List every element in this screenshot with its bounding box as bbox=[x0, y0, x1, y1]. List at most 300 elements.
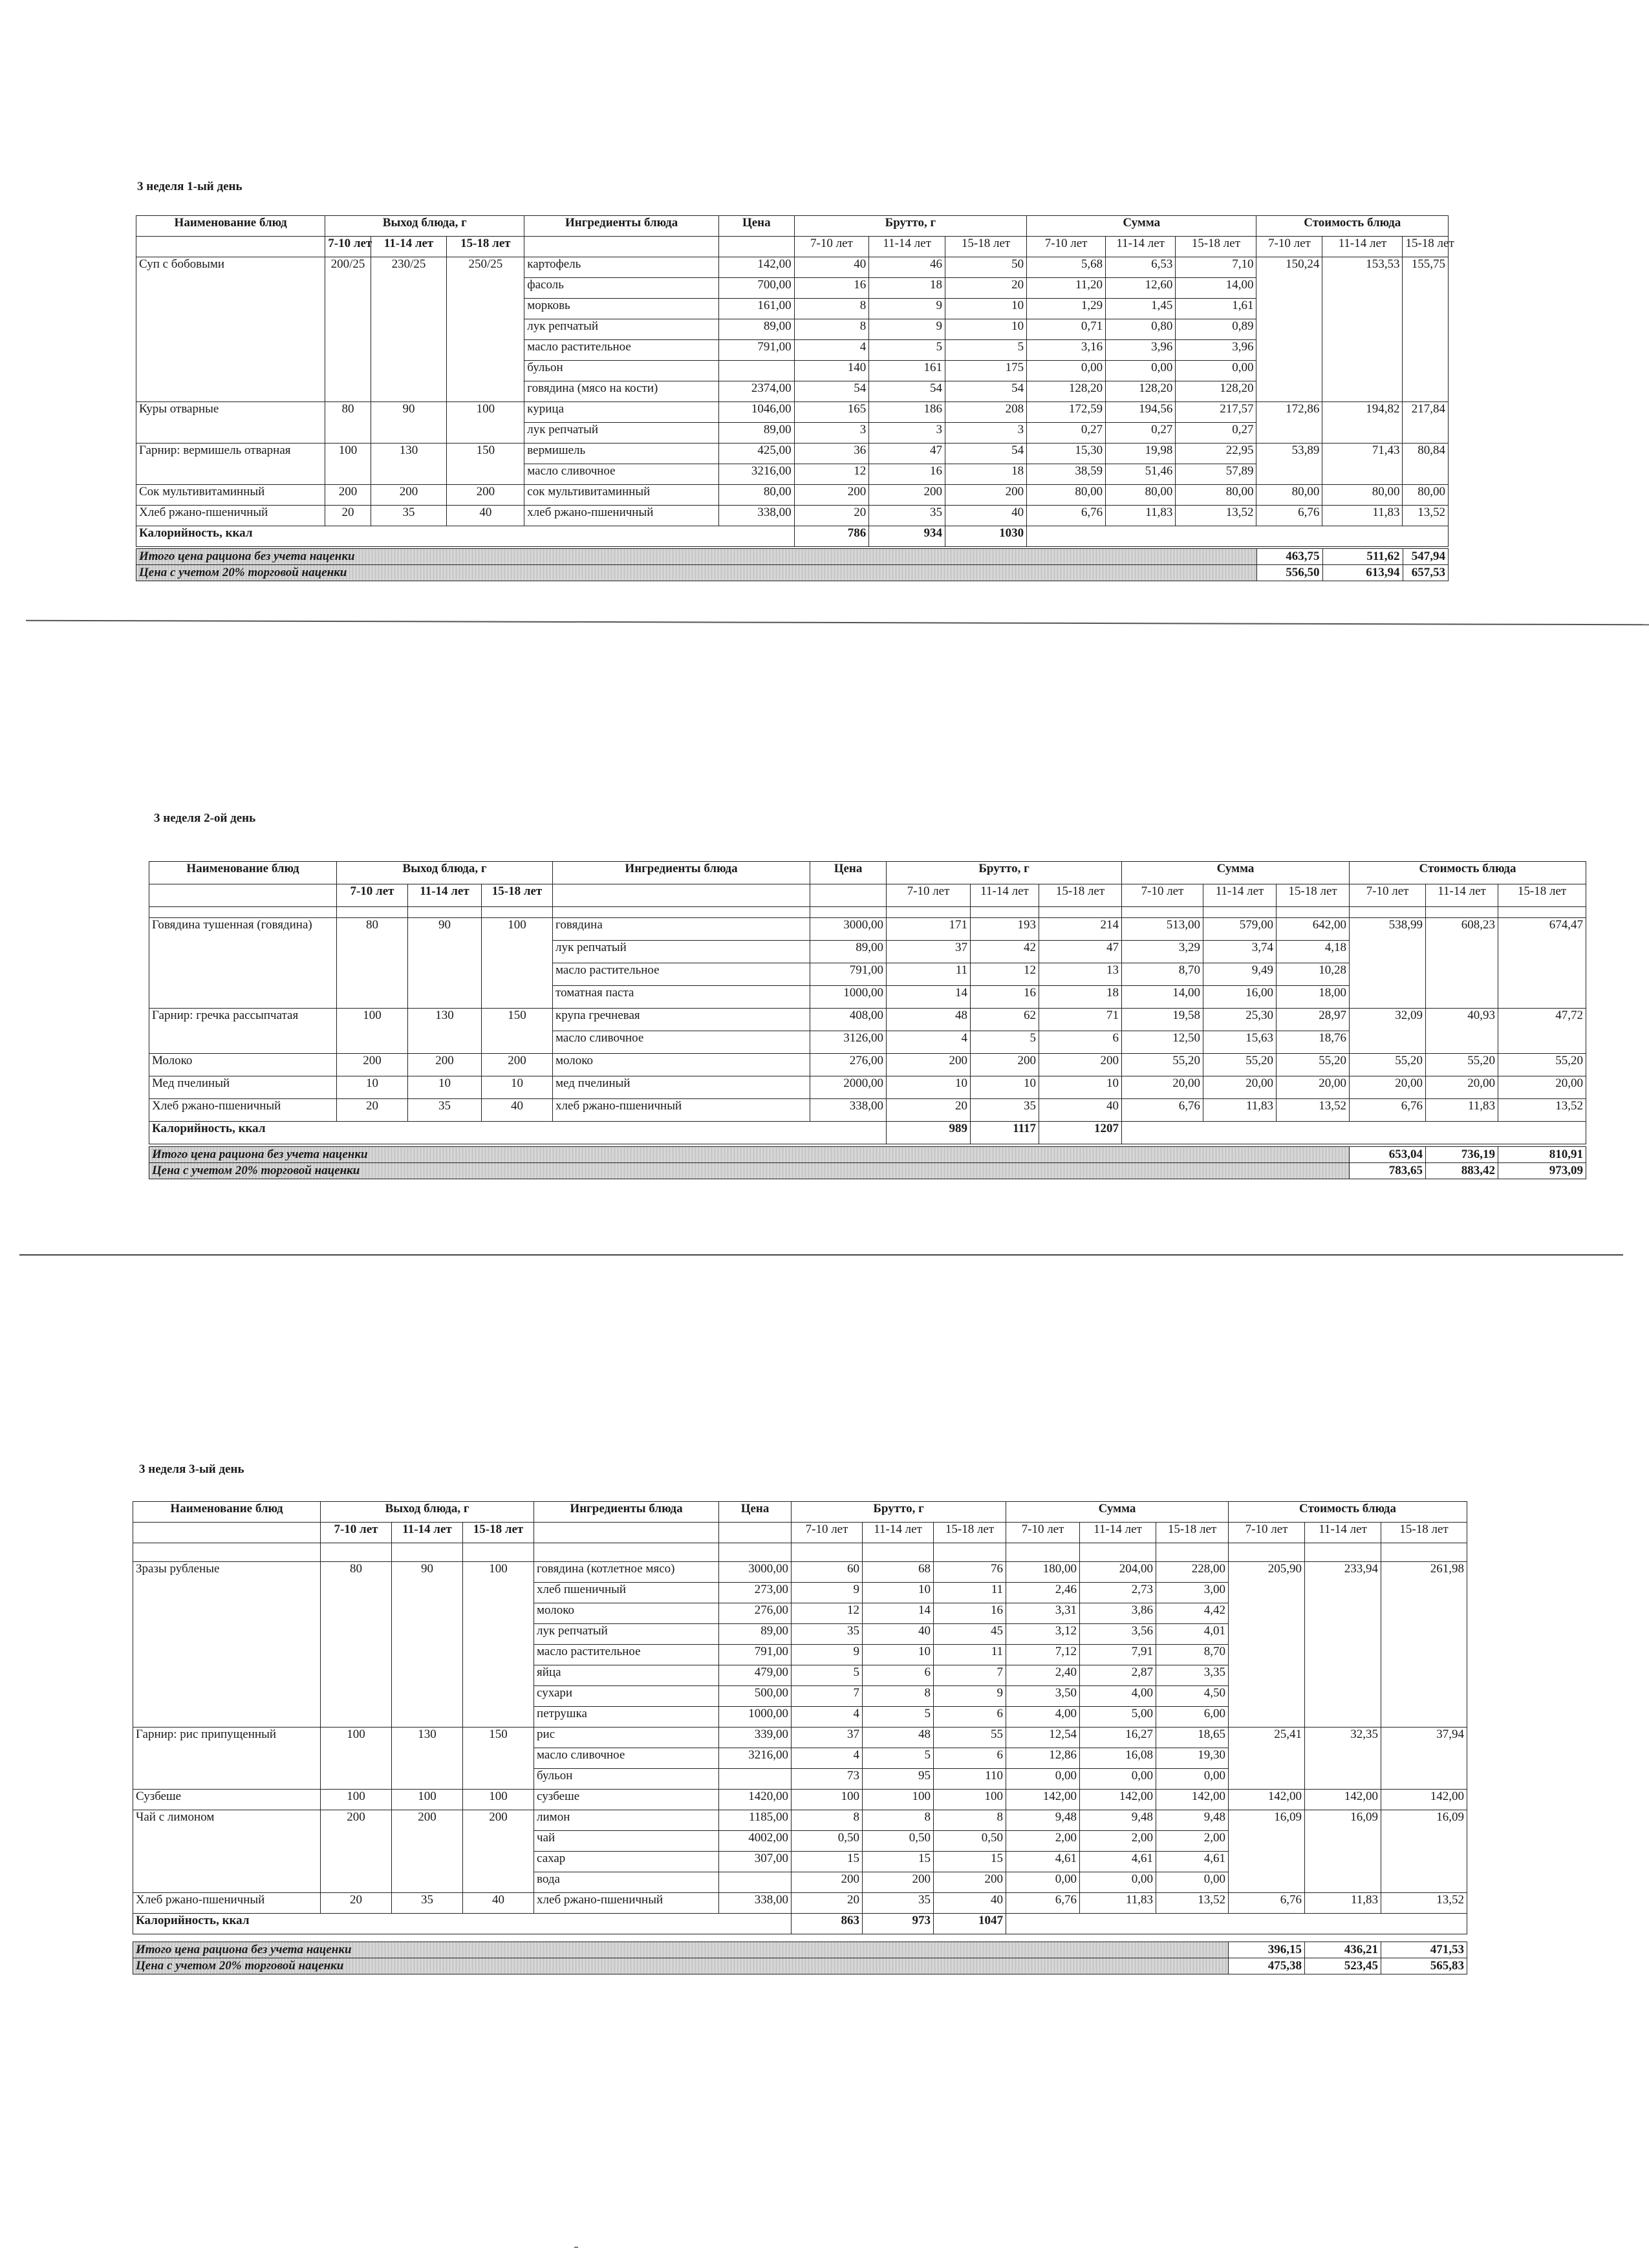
ingredient-sum: 9,48 bbox=[1006, 1810, 1080, 1831]
dish-cost: 155,75 bbox=[1403, 257, 1449, 402]
ingredient-brutto: 8 bbox=[792, 1810, 863, 1831]
ingredient-row bbox=[133, 1728, 1467, 1748]
ingredient-brutto: 40 bbox=[794, 257, 869, 278]
ingredient-sum: 0,00 bbox=[1156, 1872, 1229, 1893]
dish-cost: 13,52 bbox=[1403, 506, 1449, 526]
calories-label: Калорийность, ккал bbox=[136, 526, 795, 547]
col-header-sum: Сумма bbox=[1027, 216, 1256, 237]
header-blank bbox=[934, 1543, 1006, 1562]
ingredient-brutto: 6 bbox=[934, 1748, 1006, 1769]
age-header: 11-14 лет bbox=[408, 884, 482, 907]
ingredient-price: 276,00 bbox=[810, 1054, 887, 1076]
age-header: 15-18 лет bbox=[1498, 884, 1586, 907]
ingredient-sum: 142,00 bbox=[1156, 1790, 1229, 1810]
dish-cost: 142,00 bbox=[1229, 1790, 1305, 1810]
ingredient-row bbox=[133, 1893, 1467, 1914]
ingredient-brutto: 214 bbox=[1039, 918, 1122, 941]
col-header-cost: Стоимость блюда bbox=[1350, 862, 1586, 884]
dish-cost: 25,41 bbox=[1229, 1728, 1305, 1790]
ingredient-brutto: 6 bbox=[934, 1707, 1006, 1728]
ingredient-brutto: 10 bbox=[863, 1583, 934, 1603]
ingredient-sum: 9,49 bbox=[1203, 963, 1277, 986]
ingredient-name: хлеб ржано-пшеничный bbox=[524, 506, 719, 526]
ingredient-sum: 128,20 bbox=[1176, 381, 1256, 402]
total-row-label: Итого цена рациона без учета наценки bbox=[136, 549, 1257, 565]
ingredient-price: 307,00 bbox=[719, 1852, 792, 1872]
age-header: 11-14 лет bbox=[1305, 1523, 1381, 1543]
markup-row-value: 657,53 bbox=[1403, 565, 1448, 581]
ingredient-sum: 11,20 bbox=[1027, 278, 1106, 299]
ingredient-sum: 0,27 bbox=[1176, 423, 1256, 444]
ingredient-brutto: 161 bbox=[869, 361, 945, 381]
ingredient-brutto: 7 bbox=[792, 1686, 863, 1707]
markup-row bbox=[136, 565, 1449, 581]
header-blank bbox=[149, 907, 337, 918]
ingredient-row bbox=[136, 444, 1449, 464]
ingredient-sum: 57,89 bbox=[1176, 464, 1256, 485]
ingredient-brutto: 7 bbox=[934, 1665, 1006, 1686]
ingredient-sum: 0,71 bbox=[1027, 319, 1106, 340]
ingredient-brutto: 100 bbox=[934, 1790, 1006, 1810]
ingredient-sum: 80,00 bbox=[1106, 485, 1176, 506]
age-header: 7-10 лет bbox=[1027, 237, 1106, 257]
ingredient-sum: 18,00 bbox=[1277, 986, 1350, 1009]
ingredient-sum: 10,28 bbox=[1277, 963, 1350, 986]
ingredient-brutto: 20 bbox=[792, 1893, 863, 1914]
dish-cost: 194,82 bbox=[1322, 402, 1403, 444]
ingredient-brutto: 60 bbox=[792, 1562, 863, 1583]
ingredient-sum: 0,00 bbox=[1006, 1872, 1080, 1893]
ingredient-name: сок мультивитаминный bbox=[524, 485, 719, 506]
dish-output: 200 bbox=[408, 1054, 482, 1076]
ingredient-brutto: 47 bbox=[1039, 941, 1122, 963]
calories-value: 1207 bbox=[1039, 1122, 1122, 1144]
header-blank bbox=[321, 1543, 392, 1562]
markup-row-label: Цена с учетом 20% торговой наценки bbox=[149, 1163, 1350, 1179]
header-blank bbox=[392, 1543, 463, 1562]
ingredient-price: 425,00 bbox=[718, 444, 794, 464]
ingredient-sum: 0,89 bbox=[1176, 319, 1256, 340]
header-blank bbox=[1080, 1543, 1156, 1562]
ingredient-sum: 2,40 bbox=[1006, 1665, 1080, 1686]
dish-output: 90 bbox=[371, 402, 447, 444]
ingredient-brutto: 11 bbox=[887, 963, 971, 986]
ingredient-price: 3216,00 bbox=[719, 1748, 792, 1769]
ingredient-brutto: 0,50 bbox=[863, 1831, 934, 1852]
dish-output: 90 bbox=[408, 918, 482, 1009]
ingredient-name: масло растительное bbox=[553, 963, 810, 986]
header-blank bbox=[482, 907, 553, 918]
header-blank bbox=[1039, 907, 1122, 918]
dish-cost: 80,84 bbox=[1403, 444, 1449, 485]
ingredient-brutto: 54 bbox=[945, 444, 1026, 464]
header-blank bbox=[971, 907, 1039, 918]
calories-value: 1030 bbox=[945, 526, 1026, 547]
ingredient-row bbox=[149, 1054, 1586, 1076]
ingredient-brutto: 4 bbox=[887, 1031, 971, 1054]
ingredient-name: хлеб пшеничный bbox=[534, 1583, 719, 1603]
ingredient-sum: 22,95 bbox=[1176, 444, 1256, 464]
dish-cost: 11,83 bbox=[1322, 506, 1403, 526]
dish-output: 200 bbox=[482, 1054, 553, 1076]
age-header: 15-18 лет bbox=[934, 1523, 1006, 1543]
ingredient-sum: 19,98 bbox=[1106, 444, 1176, 464]
dish-output: 100 bbox=[447, 402, 524, 444]
ingredient-sum: 3,35 bbox=[1156, 1665, 1229, 1686]
ingredient-brutto: 54 bbox=[794, 381, 869, 402]
ingredient-brutto: 46 bbox=[869, 257, 945, 278]
col-header-name: Наименование блюд bbox=[136, 216, 325, 237]
ingredient-sum: 128,20 bbox=[1106, 381, 1176, 402]
ingredient-brutto: 208 bbox=[945, 402, 1026, 423]
ingredient-brutto: 40 bbox=[934, 1893, 1006, 1914]
age-header: 11-14 лет bbox=[971, 884, 1039, 907]
ingredient-price: 161,00 bbox=[718, 299, 794, 319]
ingredient-sum: 38,59 bbox=[1027, 464, 1106, 485]
dish-cost: 6,76 bbox=[1350, 1099, 1426, 1122]
ingredient-sum: 1,61 bbox=[1176, 299, 1256, 319]
ingredient-name: мед пчелиный bbox=[553, 1076, 810, 1099]
dish-cost: 13,52 bbox=[1381, 1893, 1467, 1914]
ingredient-sum: 204,00 bbox=[1080, 1562, 1156, 1583]
ingredient-brutto: 165 bbox=[794, 402, 869, 423]
ingredient-sum: 2,87 bbox=[1080, 1665, 1156, 1686]
ingredient-brutto: 200 bbox=[863, 1872, 934, 1893]
age-header: 15-18 лет bbox=[1403, 237, 1449, 257]
ingredient-brutto: 9 bbox=[934, 1686, 1006, 1707]
ingredient-price: 89,00 bbox=[719, 1624, 792, 1645]
ingredient-brutto: 110 bbox=[934, 1769, 1006, 1790]
ingredient-brutto: 73 bbox=[792, 1769, 863, 1790]
ingredient-brutto: 3 bbox=[794, 423, 869, 444]
dish-output: 130 bbox=[392, 1728, 463, 1790]
ingredient-brutto: 200 bbox=[945, 485, 1026, 506]
ingredient-sum: 55,20 bbox=[1277, 1054, 1350, 1076]
ingredient-sum: 128,20 bbox=[1027, 381, 1106, 402]
ingredient-price: 1000,00 bbox=[719, 1707, 792, 1728]
ingredient-price: 1000,00 bbox=[810, 986, 887, 1009]
dish-cost: 53,89 bbox=[1256, 444, 1322, 485]
ingredient-sum: 13,52 bbox=[1156, 1893, 1229, 1914]
total-row bbox=[149, 1147, 1586, 1163]
dish-output: 150 bbox=[482, 1009, 553, 1054]
dish-name: Хлеб ржано-пшеничный bbox=[136, 506, 325, 526]
ingredient-name: морковь bbox=[524, 299, 719, 319]
ingredient-price: 3216,00 bbox=[718, 464, 794, 485]
age-header: 15-18 лет bbox=[1156, 1523, 1229, 1543]
dish-name: Хлеб ржано-пшеничный bbox=[149, 1099, 337, 1122]
ingredient-sum: 5,68 bbox=[1027, 257, 1106, 278]
ingredient-sum: 2,73 bbox=[1080, 1583, 1156, 1603]
total-row-value: 810,91 bbox=[1498, 1147, 1586, 1163]
dish-cost: 40,93 bbox=[1426, 1009, 1498, 1054]
ingredient-price: 276,00 bbox=[719, 1603, 792, 1624]
header-blank bbox=[719, 1523, 792, 1543]
ingredient-brutto: 37 bbox=[887, 941, 971, 963]
dish-cost: 71,43 bbox=[1322, 444, 1403, 485]
ingredient-sum: 3,31 bbox=[1006, 1603, 1080, 1624]
markup-row-value: 556,50 bbox=[1256, 565, 1322, 581]
ingredient-sum: 12,54 bbox=[1006, 1728, 1080, 1748]
dish-cost: 11,83 bbox=[1305, 1893, 1381, 1914]
ingredient-name: крупа гречневая bbox=[553, 1009, 810, 1031]
col-header-price: Цена bbox=[719, 1502, 792, 1523]
age-header: 15-18 лет bbox=[1277, 884, 1350, 907]
ingredient-brutto: 6 bbox=[1039, 1031, 1122, 1054]
scan-edge-line bbox=[19, 1254, 1623, 1256]
ingredient-price: 3126,00 bbox=[810, 1031, 887, 1054]
ingredient-brutto: 9 bbox=[792, 1645, 863, 1665]
ingredient-brutto: 3 bbox=[945, 423, 1026, 444]
ingredient-brutto: 6 bbox=[863, 1665, 934, 1686]
dish-output: 80 bbox=[337, 918, 408, 1009]
ingredient-sum: 20,00 bbox=[1122, 1076, 1203, 1099]
ingredient-brutto: 9 bbox=[792, 1583, 863, 1603]
ingredient-brutto: 71 bbox=[1039, 1009, 1122, 1031]
ingredient-brutto: 10 bbox=[945, 319, 1026, 340]
ingredient-brutto: 100 bbox=[863, 1790, 934, 1810]
age-header: 7-10 лет bbox=[794, 237, 869, 257]
col-header-cost: Стоимость блюда bbox=[1229, 1502, 1467, 1523]
ingredient-name: бульон bbox=[534, 1769, 719, 1790]
header-blank bbox=[792, 1543, 863, 1562]
header-blank bbox=[1426, 907, 1498, 918]
ingredient-sum: 0,00 bbox=[1156, 1769, 1229, 1790]
age-header: 15-18 лет bbox=[447, 237, 524, 257]
ingredient-sum: 8,70 bbox=[1156, 1645, 1229, 1665]
dish-output: 100 bbox=[321, 1790, 392, 1810]
ingredient-brutto: 20 bbox=[945, 278, 1026, 299]
ingredient-sum: 0,00 bbox=[1176, 361, 1256, 381]
ingredient-sum: 3,00 bbox=[1156, 1583, 1229, 1603]
ingredient-name: вода bbox=[534, 1872, 719, 1893]
ingredient-sum: 642,00 bbox=[1277, 918, 1350, 941]
totals-table bbox=[136, 548, 1449, 581]
menu-table bbox=[149, 861, 1586, 1144]
ingredient-brutto: 5 bbox=[945, 340, 1026, 361]
ingredient-sum: 2,00 bbox=[1006, 1831, 1080, 1852]
calories-blank bbox=[1122, 1122, 1586, 1144]
ingredient-sum: 15,30 bbox=[1027, 444, 1106, 464]
ingredient-brutto: 18 bbox=[869, 278, 945, 299]
ingredient-sum: 18,65 bbox=[1156, 1728, 1229, 1748]
markup-row-value: 475,38 bbox=[1229, 1958, 1305, 1974]
dish-output: 40 bbox=[482, 1099, 553, 1122]
ingredient-sum: 13,52 bbox=[1176, 506, 1256, 526]
ingredient-sum: 19,30 bbox=[1156, 1748, 1229, 1769]
dish-cost: 153,53 bbox=[1322, 257, 1403, 402]
ingredient-sum: 14,00 bbox=[1122, 986, 1203, 1009]
header-blank bbox=[1122, 907, 1203, 918]
ingredient-name: масло растительное bbox=[524, 340, 719, 361]
dish-cost: 6,76 bbox=[1229, 1893, 1305, 1914]
dish-cost: 80,00 bbox=[1256, 485, 1322, 506]
markup-row-label: Цена с учетом 20% торговой наценки bbox=[133, 1958, 1229, 1974]
dish-output: 100 bbox=[463, 1562, 534, 1728]
ingredient-sum: 5,00 bbox=[1080, 1707, 1156, 1728]
dish-output: 130 bbox=[371, 444, 447, 485]
header-blank bbox=[1350, 907, 1426, 918]
ingredient-sum: 55,20 bbox=[1122, 1054, 1203, 1076]
ingredient-brutto: 16 bbox=[971, 986, 1039, 1009]
ingredient-brutto: 14 bbox=[887, 986, 971, 1009]
dish-name: Чай с лимоном bbox=[133, 1810, 321, 1893]
header-spacer-row bbox=[133, 1543, 1467, 1562]
ingredient-name: томатная паста bbox=[553, 986, 810, 1009]
ingredient-sum: 2,00 bbox=[1080, 1831, 1156, 1852]
ingredient-row bbox=[136, 257, 1449, 278]
header-blank bbox=[1277, 907, 1350, 918]
calories-value: 1117 bbox=[971, 1122, 1039, 1144]
ingredient-brutto: 11 bbox=[934, 1645, 1006, 1665]
ingredient-brutto: 16 bbox=[794, 278, 869, 299]
ingredient-brutto: 4 bbox=[794, 340, 869, 361]
header-blank bbox=[810, 907, 887, 918]
dish-output: 10 bbox=[337, 1076, 408, 1099]
ingredient-brutto: 48 bbox=[863, 1728, 934, 1748]
ingredient-price: 3000,00 bbox=[810, 918, 887, 941]
ingredient-brutto: 5 bbox=[869, 340, 945, 361]
col-header-ingredients: Ингредиенты блюда bbox=[524, 216, 719, 237]
dish-output: 250/25 bbox=[447, 257, 524, 402]
ingredient-price: 89,00 bbox=[718, 423, 794, 444]
col-header-sum: Сумма bbox=[1122, 862, 1350, 884]
ingredient-brutto: 8 bbox=[794, 319, 869, 340]
header-blank bbox=[149, 884, 337, 907]
ingredient-price: 791,00 bbox=[810, 963, 887, 986]
ingredient-brutto: 5 bbox=[971, 1031, 1039, 1054]
ingredient-price: 1046,00 bbox=[718, 402, 794, 423]
ingredient-sum: 0,80 bbox=[1106, 319, 1176, 340]
ingredient-row bbox=[149, 1099, 1586, 1122]
ingredient-sum: 51,46 bbox=[1106, 464, 1176, 485]
dish-output: 100 bbox=[482, 918, 553, 1009]
ingredient-price: 791,00 bbox=[719, 1645, 792, 1665]
ingredient-brutto: 35 bbox=[863, 1893, 934, 1914]
dish-output: 80 bbox=[325, 402, 371, 444]
ingredient-name: картофель bbox=[524, 257, 719, 278]
ingredient-name: говядина (котлетное мясо) bbox=[534, 1562, 719, 1583]
ingredient-brutto: 55 bbox=[934, 1728, 1006, 1748]
ingredient-sum: 142,00 bbox=[1006, 1790, 1080, 1810]
dish-cost: 20,00 bbox=[1498, 1076, 1586, 1099]
ingredient-sum: 28,97 bbox=[1277, 1009, 1350, 1031]
ingredient-price: 142,00 bbox=[718, 257, 794, 278]
ingredient-name: хлеб ржано-пшеничный bbox=[534, 1893, 719, 1914]
ingredient-brutto: 15 bbox=[863, 1852, 934, 1872]
ingredient-name: молоко bbox=[553, 1054, 810, 1076]
ingredient-sum: 3,96 bbox=[1176, 340, 1256, 361]
dish-cost: 261,98 bbox=[1381, 1562, 1467, 1728]
header-blank bbox=[1498, 907, 1586, 918]
ingredient-sum: 2,00 bbox=[1156, 1831, 1229, 1852]
dish-output: 150 bbox=[463, 1728, 534, 1790]
ingredient-name: молоко bbox=[534, 1603, 719, 1624]
header-blank bbox=[133, 1543, 321, 1562]
ingredient-sum: 16,08 bbox=[1080, 1748, 1156, 1769]
dish-cost: 142,00 bbox=[1305, 1790, 1381, 1810]
ingredient-brutto: 95 bbox=[863, 1769, 934, 1790]
ingredient-sum: 13,52 bbox=[1277, 1099, 1350, 1122]
calories-value: 1047 bbox=[934, 1914, 1006, 1934]
ingredient-row bbox=[136, 402, 1449, 423]
dish-output: 10 bbox=[482, 1076, 553, 1099]
ingredient-brutto: 13 bbox=[1039, 963, 1122, 986]
ingredient-brutto: 15 bbox=[934, 1852, 1006, 1872]
ingredient-brutto: 12 bbox=[792, 1603, 863, 1624]
ingredient-brutto: 200 bbox=[1039, 1054, 1122, 1076]
ingredient-brutto: 0,50 bbox=[792, 1831, 863, 1852]
header-blank bbox=[133, 1523, 321, 1543]
age-header: 11-14 лет bbox=[1426, 884, 1498, 907]
ingredient-price: 500,00 bbox=[719, 1686, 792, 1707]
col-header-name: Наименование блюд bbox=[149, 862, 337, 884]
age-header: 11-14 лет bbox=[863, 1523, 934, 1543]
ingredient-sum: 8,70 bbox=[1122, 963, 1203, 986]
ingredient-brutto: 16 bbox=[934, 1603, 1006, 1624]
ingredient-row bbox=[136, 506, 1449, 526]
ingredient-sum: 4,18 bbox=[1277, 941, 1350, 963]
header-blank bbox=[463, 1543, 534, 1562]
ingredient-brutto: 10 bbox=[1039, 1076, 1122, 1099]
total-row-value: 463,75 bbox=[1256, 549, 1322, 565]
header-blank bbox=[887, 907, 971, 918]
dish-cost: 6,76 bbox=[1256, 506, 1322, 526]
ingredient-sum: 172,59 bbox=[1027, 402, 1106, 423]
ingredient-brutto: 35 bbox=[869, 506, 945, 526]
ingredient-brutto: 10 bbox=[971, 1076, 1039, 1099]
ingredient-name: говядина (мясо на кости) bbox=[524, 381, 719, 402]
dish-cost: 32,35 bbox=[1305, 1728, 1381, 1790]
header-blank bbox=[863, 1543, 934, 1562]
age-header: 11-14 лет bbox=[1080, 1523, 1156, 1543]
ingredient-sum: 12,86 bbox=[1006, 1748, 1080, 1769]
ingredient-sum: 6,76 bbox=[1122, 1099, 1203, 1122]
calories-label: Калорийность, ккал bbox=[133, 1914, 792, 1934]
ingredient-brutto: 10 bbox=[945, 299, 1026, 319]
ingredient-sum: 20,00 bbox=[1277, 1076, 1350, 1099]
ingredient-brutto: 20 bbox=[887, 1099, 971, 1122]
header-blank bbox=[718, 237, 794, 257]
dish-output: 35 bbox=[408, 1099, 482, 1122]
dish-cost: 150,24 bbox=[1256, 257, 1322, 402]
ingredient-price: 338,00 bbox=[810, 1099, 887, 1122]
calories-label: Калорийность, ккал bbox=[149, 1122, 887, 1144]
ingredient-name: вермишель bbox=[524, 444, 719, 464]
day-title: 3 неделя 2-ой день bbox=[154, 811, 256, 825]
ingredient-row bbox=[133, 1790, 1467, 1810]
dish-output: 200 bbox=[392, 1810, 463, 1893]
ingredient-sum: 3,56 bbox=[1080, 1624, 1156, 1645]
ingredient-sum: 228,00 bbox=[1156, 1562, 1229, 1583]
ingredient-sum: 0,00 bbox=[1027, 361, 1106, 381]
col-header-brutto: Брутто, г bbox=[887, 862, 1122, 884]
calories-row bbox=[136, 526, 1449, 547]
ingredient-sum: 0,00 bbox=[1006, 1769, 1080, 1790]
ingredient-sum: 11,83 bbox=[1106, 506, 1176, 526]
header-blank bbox=[136, 237, 325, 257]
ingredient-name: курица bbox=[524, 402, 719, 423]
ingredient-name: рис bbox=[534, 1728, 719, 1748]
age-header: 15-18 лет bbox=[463, 1523, 534, 1543]
calories-row bbox=[133, 1914, 1467, 1934]
scan-edge-line bbox=[26, 620, 1649, 626]
dish-cost: 205,90 bbox=[1229, 1562, 1305, 1728]
ingredient-brutto: 5 bbox=[792, 1665, 863, 1686]
ingredient-brutto: 186 bbox=[869, 402, 945, 423]
ingredient-sum: 11,83 bbox=[1080, 1893, 1156, 1914]
total-row-value: 736,19 bbox=[1426, 1147, 1498, 1163]
